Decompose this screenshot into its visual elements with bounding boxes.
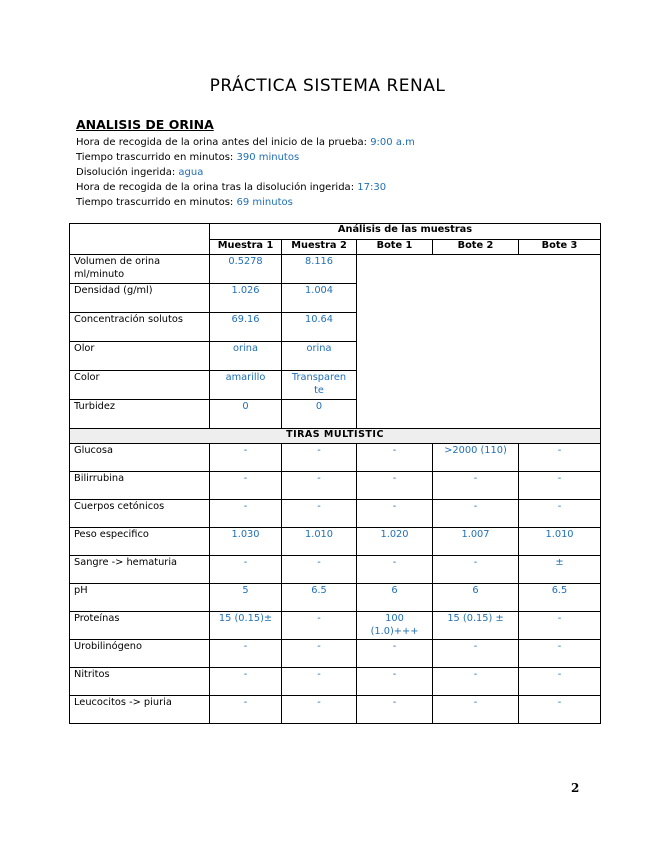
section-title: ANALISIS DE ORINA xyxy=(76,117,214,132)
table-cell: - xyxy=(433,668,519,696)
table-cell: - xyxy=(433,696,519,724)
table-row xyxy=(70,668,601,696)
info-value: 390 minutos xyxy=(236,152,300,163)
row-label: Densidad (g/ml) xyxy=(70,284,210,313)
header-corner-cell xyxy=(70,224,210,255)
info-block xyxy=(76,135,415,210)
table-cell: 6 xyxy=(357,584,433,612)
table-cell: - xyxy=(282,472,357,500)
table-row xyxy=(70,500,601,528)
info-label: Hora de recogida de la orina antes del inicio de la prueba: xyxy=(76,137,371,148)
info-value: 69 minutos xyxy=(236,197,293,208)
table-cell: - xyxy=(210,640,282,668)
column-header: Bote 1 xyxy=(357,240,433,255)
table-cell: - xyxy=(282,640,357,668)
table-cell: 15 (0.15) ± xyxy=(433,612,519,640)
table-cell: - xyxy=(357,696,433,724)
column-header: Muestra 2 xyxy=(282,240,357,255)
table-cell: - xyxy=(210,472,282,500)
row-label: Concentración solutos xyxy=(70,313,210,342)
column-header: Muestra 1 xyxy=(210,240,282,255)
table-cell: 15 (0.15)± xyxy=(210,612,282,640)
table-cell: - xyxy=(433,500,519,528)
info-label: Tiempo trascurrido en minutos: xyxy=(76,152,237,163)
table-cell: 69.16 xyxy=(210,313,282,342)
table-cell: 1.020 xyxy=(357,528,433,556)
info-line xyxy=(76,165,415,180)
table-cell: Transparen te xyxy=(282,371,357,400)
table-cell: 100 (1.0)+++ xyxy=(357,612,433,640)
info-label: Disolución ingerida: xyxy=(76,167,179,178)
table-cell: 10.64 xyxy=(282,313,357,342)
table-cell: - xyxy=(210,444,282,472)
info-line xyxy=(76,135,415,150)
info-value: 9:00 a.m xyxy=(370,137,415,148)
table-row xyxy=(70,472,601,500)
row-label: Volumen de orina ml/minuto xyxy=(70,255,210,284)
table-cell: 0 xyxy=(210,400,282,429)
page-title: PRÁCTICA SISTEMA RENAL xyxy=(209,76,446,96)
info-line xyxy=(76,150,415,165)
table-cell: - xyxy=(519,612,601,640)
table-cell: 1.004 xyxy=(282,284,357,313)
table-cell: - xyxy=(282,668,357,696)
table-cell: 6 xyxy=(433,584,519,612)
table-cell: - xyxy=(210,556,282,584)
table-cell: 0 xyxy=(282,400,357,429)
column-header: Bote 2 xyxy=(433,240,519,255)
table-row xyxy=(70,255,601,284)
table-row xyxy=(70,584,601,612)
table-cell: orina xyxy=(210,342,282,371)
row-label: Leucocitos -> piuria xyxy=(70,696,210,724)
group-header: Análisis de las muestras xyxy=(210,224,601,240)
table-cell: - xyxy=(433,640,519,668)
table-row xyxy=(70,556,601,584)
table-cell: - xyxy=(357,472,433,500)
info-label: Tiempo trascurrido en minutos: xyxy=(76,197,237,208)
row-label: Urobilinógeno xyxy=(70,640,210,668)
band-row xyxy=(70,429,601,444)
table-cell: - xyxy=(282,696,357,724)
table-cell: 8.116 xyxy=(282,255,357,284)
table-cell: 0.5278 xyxy=(210,255,282,284)
table-cell: - xyxy=(282,556,357,584)
table-cell: 1.026 xyxy=(210,284,282,313)
table-cell: - xyxy=(282,444,357,472)
info-value: 17:30 xyxy=(357,182,387,193)
row-label: Olor xyxy=(70,342,210,371)
row-label: pH xyxy=(70,584,210,612)
table-cell: - xyxy=(282,612,357,640)
info-label: Hora de recogida de la orina tras la disolución ingerida: xyxy=(76,182,358,193)
table-cell: - xyxy=(519,444,601,472)
info-value: agua xyxy=(178,167,204,178)
table-cell: 1.007 xyxy=(433,528,519,556)
table-row xyxy=(70,528,601,556)
table-cell: - xyxy=(519,472,601,500)
row-label: Glucosa xyxy=(70,444,210,472)
row-label: Color xyxy=(70,371,210,400)
table-cell: - xyxy=(210,696,282,724)
table-cell: - xyxy=(210,500,282,528)
table-cell: 6.5 xyxy=(519,584,601,612)
info-line xyxy=(76,180,415,195)
row-label: Peso especifico xyxy=(70,528,210,556)
table-cell: - xyxy=(357,444,433,472)
table-row xyxy=(70,696,601,724)
table-cell: - xyxy=(519,696,601,724)
table-cell: - xyxy=(519,640,601,668)
table-cell: orina xyxy=(282,342,357,371)
table-cell: 1.030 xyxy=(210,528,282,556)
table-cell: - xyxy=(357,500,433,528)
info-line xyxy=(76,195,415,210)
table-cell: 6.5 xyxy=(282,584,357,612)
table-cell: - xyxy=(433,556,519,584)
row-label: Proteínas xyxy=(70,612,210,640)
table-cell: - xyxy=(519,500,601,528)
table-cell: amarillo xyxy=(210,371,282,400)
row-label: Nitritos xyxy=(70,668,210,696)
table-cell: >2000 (110) xyxy=(433,444,519,472)
column-header: Bote 3 xyxy=(519,240,601,255)
table-cell: - xyxy=(282,500,357,528)
table-cell: ± xyxy=(519,556,601,584)
row-label: Bilirrubina xyxy=(70,472,210,500)
table-header-row xyxy=(70,224,601,240)
table-cell: 1.010 xyxy=(519,528,601,556)
table-row xyxy=(70,612,601,640)
page-number: 2 xyxy=(571,781,580,795)
results-table xyxy=(69,223,601,724)
row-label: Cuerpos cetónicos xyxy=(70,500,210,528)
table-cell: - xyxy=(519,668,601,696)
table-cell: 1.010 xyxy=(282,528,357,556)
table-cell: - xyxy=(210,668,282,696)
empty-merged-cell xyxy=(357,255,601,429)
table-cell: - xyxy=(357,556,433,584)
row-label: Turbidez xyxy=(70,400,210,429)
table-row xyxy=(70,640,601,668)
band-header: TIRAS MULTISTIC xyxy=(70,429,601,444)
row-label: Sangre -> hematuria xyxy=(70,556,210,584)
table-row xyxy=(70,444,601,472)
table-cell: - xyxy=(357,668,433,696)
table-cell: - xyxy=(433,472,519,500)
table-cell: - xyxy=(357,640,433,668)
table-cell: 5 xyxy=(210,584,282,612)
